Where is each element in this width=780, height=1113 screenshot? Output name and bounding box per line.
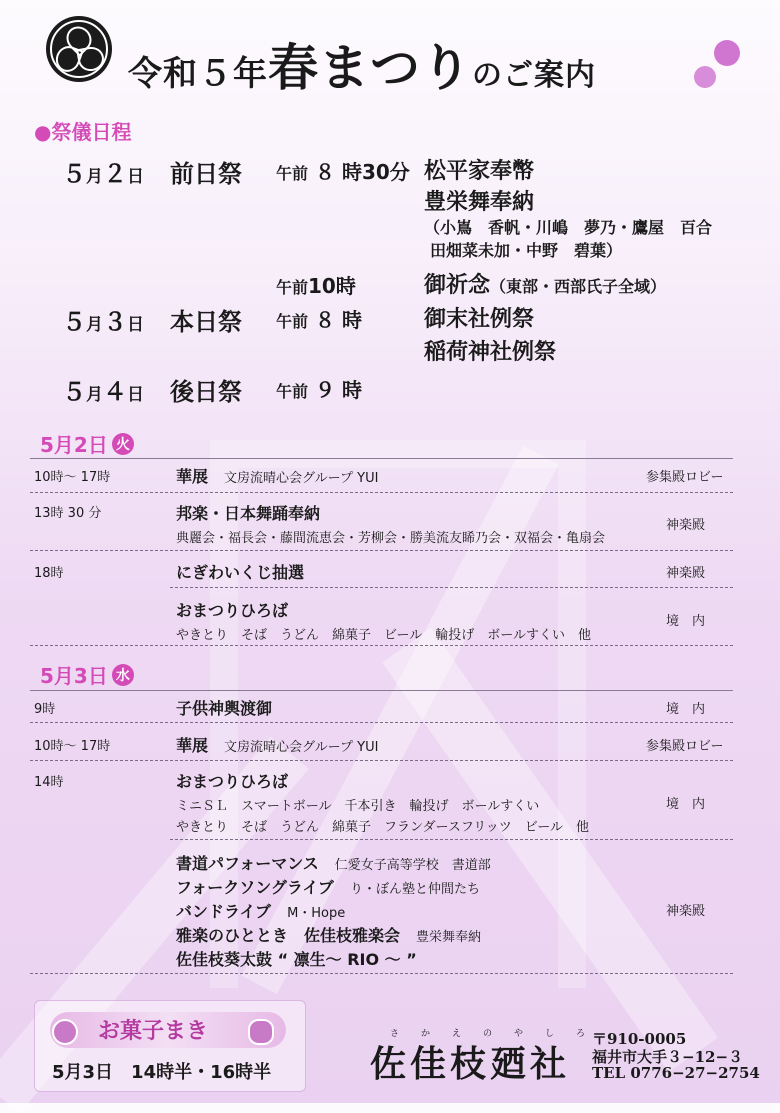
row-time: 10時～ 17時: [34, 739, 111, 754]
row-location: 参集殿ロビー: [646, 739, 724, 754]
divider: [30, 973, 733, 974]
schedule-event: 御末社例祭: [424, 307, 535, 332]
shrine-name: 佐佳枝廼社: [370, 1043, 571, 1085]
day-heading: 5月3日 水: [40, 660, 134, 689]
schedule-event: 松平家奉幣: [424, 159, 535, 184]
schedule-date: ５月２日: [62, 160, 144, 188]
title-prefix: 令和５年: [128, 54, 268, 94]
schedule-time: 午前 ８ 時30分: [276, 160, 410, 184]
schedule-date: ５月３日: [62, 308, 144, 336]
row-location: 境 内: [666, 614, 706, 629]
divider: [30, 550, 733, 551]
schedule-event: 豊栄舞奉納: [424, 190, 535, 215]
festival-name: 前日祭: [170, 160, 242, 188]
shrine-furigana: さかえのやしろ: [390, 1029, 608, 1039]
stage-item: 書道パフォーマンス 仁愛女子高等学校 書道部: [176, 854, 491, 873]
divider: [30, 690, 733, 691]
schedule-time: 午前 ８ 時: [276, 308, 362, 332]
crest-icon: [46, 16, 112, 82]
performers: 田畑菜未加・中野 碧葉）: [430, 241, 623, 260]
day-heading: 5月2日 火: [40, 429, 134, 458]
schedule-date: ５月４日: [62, 378, 144, 406]
morning-glory-icon: [694, 66, 716, 88]
row-name: 華展 文房流晴心会グループ YUI: [176, 467, 379, 486]
row-detail: やきとり そば うどん 綿菓子 フランダースフリッツ ビール 他: [176, 820, 590, 835]
festival-name: 後日祭: [170, 378, 242, 406]
row-name: おまつりひろば: [176, 601, 289, 620]
stage-item: 佐佳枝葵太鼓 “ 凛生～ RIO ～ ”: [176, 950, 417, 969]
title-main-text: 春まつり: [268, 39, 472, 97]
row-name: おまつりひろば: [176, 772, 289, 791]
stage-item: 雅楽のひととき 佐佳枝雅楽会 豊栄舞奉納: [176, 926, 482, 945]
divider: [30, 760, 733, 761]
row-detail: ミニＳＬ スマートボール 千本引き 輪投げ ボールすくい: [176, 799, 540, 814]
candy-title: お菓子まき: [98, 1019, 209, 1044]
divider: [30, 645, 733, 646]
row-time: 18時: [34, 566, 64, 581]
postal-code: 〒910-0005: [592, 1030, 687, 1048]
weekday-badge: 水: [112, 664, 134, 686]
schedule-event: 稲荷神社例祭: [424, 340, 557, 365]
row-location: 神楽殿: [666, 518, 706, 533]
candy-icon: [52, 1019, 78, 1045]
row-name: にぎわいくじ抽選: [176, 563, 305, 582]
row-location: 神楽殿: [666, 904, 706, 919]
row-location: 参集殿ロビー: [646, 470, 724, 485]
divider: [30, 492, 733, 493]
row-location: 境 内: [666, 702, 706, 717]
row-location: 境 内: [666, 797, 706, 812]
morning-glory-icon: [714, 40, 740, 66]
page-title: [128, 28, 596, 100]
schedule-time: 午前10時: [276, 274, 356, 298]
performers: （小嶌 香帆・川嶋 夢乃・鷹屋 百合: [424, 218, 713, 237]
address: 福井市大手３−12−３: [592, 1048, 744, 1066]
divider: [170, 587, 733, 588]
row-name: 子供神輿渡御: [176, 699, 273, 718]
title-suffix: のご案内: [472, 58, 596, 93]
row-time: 10時～ 17時: [34, 470, 111, 485]
row-detail: 典麗会・福長会・藤間流恵会・芳柳会・勝美流友睎乃会・双福会・亀扇会: [176, 531, 606, 546]
weekday-badge: 火: [112, 433, 134, 455]
row-time: 13時 30 分: [34, 506, 102, 521]
divider: [30, 722, 733, 723]
row-time: 9時: [34, 702, 56, 717]
telephone: TEL 0776−27−2754: [592, 1064, 760, 1082]
schedule-time: 午前 ９ 時: [276, 378, 362, 402]
festival-name: 本日祭: [170, 308, 242, 336]
candy-time: 5月3日 14時半・16時半: [52, 1062, 272, 1083]
row-location: 神楽殿: [666, 566, 706, 581]
row-time: 14時: [34, 775, 64, 790]
divider: [170, 839, 733, 840]
stage-item: フォークソングライブ り・ぼん塾と仲間たち: [176, 878, 480, 897]
row-name: 邦楽・日本舞踊奉納: [176, 504, 321, 523]
schedule-event: 御祈念（東部・西部氏子全域）: [424, 273, 667, 298]
stage-item: バンドライブ M・Hope: [176, 902, 346, 921]
row-detail: やきとり そば うどん 綿菓子 ビール 輪投げ ボールすくい 他: [176, 628, 591, 643]
row-name: 華展 文房流晴心会グループ YUI: [176, 736, 379, 755]
schedule-heading: ●祭儀日程: [34, 120, 132, 144]
divider: [30, 458, 733, 459]
candy-icon: [248, 1019, 274, 1045]
